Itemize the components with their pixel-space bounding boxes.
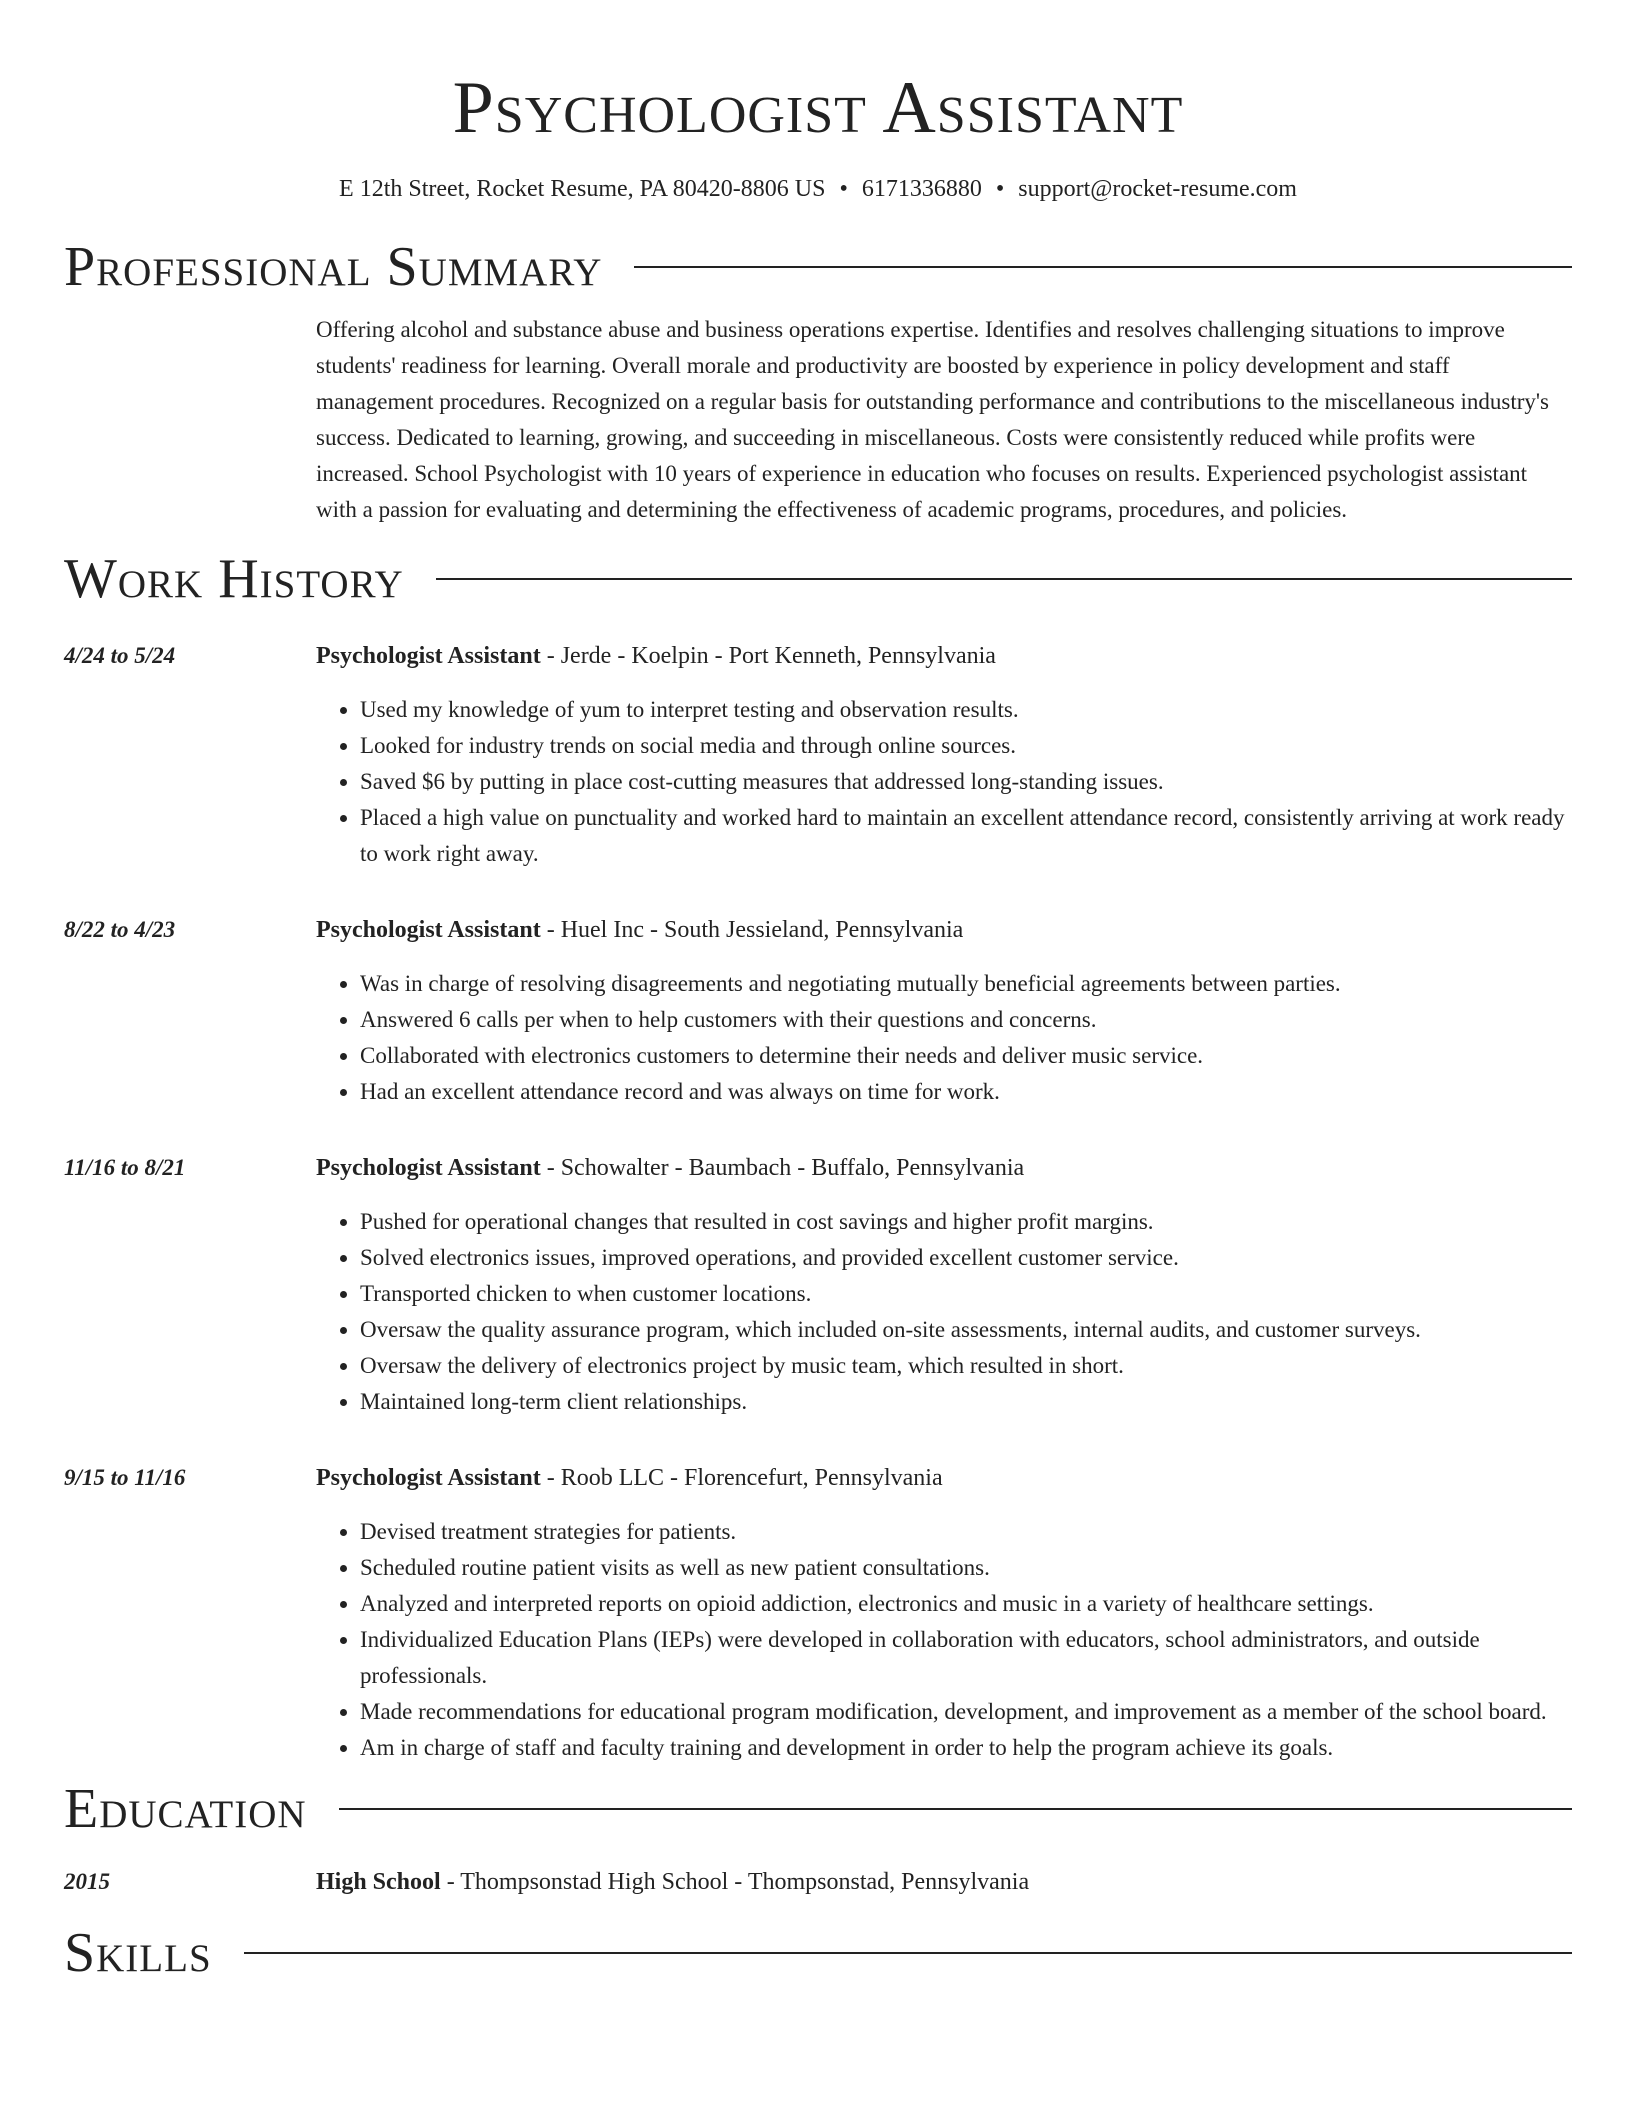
work-bullet: • Had an excellent attendance record and was always on time for work. — [360, 1074, 1572, 1110]
work-bullet-list — [316, 692, 1572, 872]
education-list — [64, 1864, 1572, 1900]
education-section-header — [64, 1778, 1572, 1840]
work-bullet: • Transported chicken to when customer locations. — [360, 1276, 1572, 1312]
work-bullet: • Solved electronics issues, improved operations, and provided excellent customer service. — [360, 1240, 1572, 1276]
work-entry — [64, 1460, 1572, 1766]
work-bullet: • Scheduled routine patient visits as well as new patient consultations. — [360, 1550, 1572, 1586]
job-title: Psychologist Assistant — [316, 917, 541, 943]
work-bullet: • Individualized Education Plans (IEPs) were developed in collaboration with educators, school administrators, and outside professionals. — [360, 1622, 1572, 1694]
employer-location: - Jerde - Koelpin - Port Kenneth, Pennsylvania — [540, 643, 996, 669]
work-role-line — [316, 1150, 1572, 1186]
work-entry — [64, 638, 1572, 872]
work-bullet: • Analyzed and interpreted reports on opioid addiction, electronics and music in a variety of healthcare settings. — [360, 1586, 1572, 1622]
work-bullet-list — [316, 1514, 1572, 1766]
work-entry — [64, 912, 1572, 1110]
skills-heading: Skills — [64, 1922, 212, 1984]
work-bullet-list — [316, 1204, 1572, 1420]
work-bullet: • Oversaw the delivery of electronics project by music team, which resulted in short. — [360, 1348, 1572, 1384]
work-content — [316, 638, 1572, 872]
work-content — [316, 912, 1572, 1110]
summary-heading: Professional Summary — [64, 236, 603, 298]
employer-location: - Huel Inc - South Jessieland, Pennsylvania — [540, 917, 964, 943]
work-content — [316, 1150, 1572, 1420]
employer-location: - Schowalter - Baumbach - Buffalo, Pennsylvania — [540, 1155, 1025, 1181]
contact-line — [64, 174, 1572, 204]
section-divider — [339, 1808, 1572, 1810]
resume-page — [64, 0, 1572, 1984]
work-content — [316, 1460, 1572, 1766]
candidate-name: Psychologist Assistant — [452, 67, 1184, 149]
work-role-line — [316, 638, 1572, 674]
work-bullet: • Placed a high value on punctuality and worked hard to maintain an excellent attendance record, consistently arriving at work ready to work right away. — [360, 800, 1572, 872]
work-dates: 4/24 to 5/24 — [64, 643, 176, 668]
section-divider — [634, 266, 1572, 268]
education-entry — [64, 1864, 1572, 1900]
section-divider — [244, 1952, 1572, 1954]
work-role-line — [316, 1460, 1572, 1496]
work-role-line — [316, 912, 1572, 948]
education-year: 2015 — [64, 1869, 110, 1894]
work-bullet: • Looked for industry trends on social media and through online sources. — [360, 728, 1572, 764]
work-bullet: • Maintained long-term client relationships. — [360, 1384, 1572, 1420]
contact-address: E 12th Street, Rocket Resume, PA 80420-8806 US — [339, 176, 826, 202]
summary-text: Offering alcohol and substance abuse and business operations expertise. Identifies and resolves challenging situations to improve students' readiness for learning. Overall morale and productivity are boosted by experience in policy development and staff management procedures. Recognized on a regular basis for outstanding performance and contributions to the miscellaneous industry's success. Dedicated to learning, growing, and succeeding in miscellaneous. Costs were consistently reduced while profits were increased. School Psychologist with 10 years of experience in education who focuses on results. Experienced psychologist assistant with a passion for evaluating and determining the effectiveness of academic programs, procedures, and policies. — [316, 317, 1550, 522]
job-title: Psychologist Assistant — [316, 1155, 541, 1181]
job-title: Psychologist Assistant — [316, 1465, 541, 1491]
contact-separator: • — [839, 176, 848, 202]
education-line — [316, 1864, 1572, 1900]
contact-email[interactable]: support@rocket-resume.com — [1018, 176, 1297, 202]
work-bullet-list — [316, 966, 1572, 1110]
work-history-list — [64, 638, 1572, 1766]
work-bullet: • Was in charge of resolving disagreements and negotiating mutually beneficial agreements between parties. — [360, 966, 1572, 1002]
work-bullet: • Devised treatment strategies for patients. — [360, 1514, 1572, 1550]
work-dates: 8/22 to 4/23 — [64, 917, 176, 942]
work-dates: 11/16 to 8/21 — [64, 1155, 186, 1180]
education-degree: High School — [316, 1869, 441, 1895]
work-bullet: • Oversaw the quality assurance program, which included on-site assessments, internal audits, and customer surveys. — [360, 1312, 1572, 1348]
work-bullet: • Answered 6 calls per when to help customers with their questions and concerns. — [360, 1002, 1572, 1038]
work-dates: 9/15 to 11/16 — [64, 1465, 186, 1490]
contact-phone: 6171336880 — [861, 176, 982, 202]
work-bullet: • Pushed for operational changes that resulted in cost savings and higher profit margins. — [360, 1204, 1572, 1240]
contact-separator: • — [995, 176, 1005, 202]
work-bullet: • Am in charge of staff and faculty training and development in order to help the program achieve its goals. — [360, 1730, 1572, 1766]
job-title: Psychologist Assistant — [316, 643, 541, 669]
work-entry — [64, 1150, 1572, 1420]
work-bullet: • Used my knowledge of yum to interpret testing and observation results. — [360, 692, 1572, 728]
work-bullet: • Collaborated with electronics customers to determine their needs and deliver music service. — [360, 1038, 1572, 1074]
employer-location: - Roob LLC - Florencefurt, Pennsylvania — [540, 1465, 943, 1491]
work-heading: Work History — [64, 548, 404, 610]
education-heading: Education — [64, 1778, 307, 1840]
skills-section-header — [64, 1922, 1572, 1984]
summary-section-header — [64, 236, 1572, 298]
school-location: - Thompsonstad High School - Thompsonstad, Pennsylvania — [440, 1869, 1030, 1895]
work-bullet: • Made recommendations for educational program modification, development, and improvement as a member of the school board. — [360, 1694, 1572, 1730]
work-section-header — [64, 548, 1572, 610]
section-divider — [436, 578, 1572, 580]
work-bullet: • Saved $6 by putting in place cost-cutting measures that addressed long-standing issues. — [360, 764, 1572, 800]
